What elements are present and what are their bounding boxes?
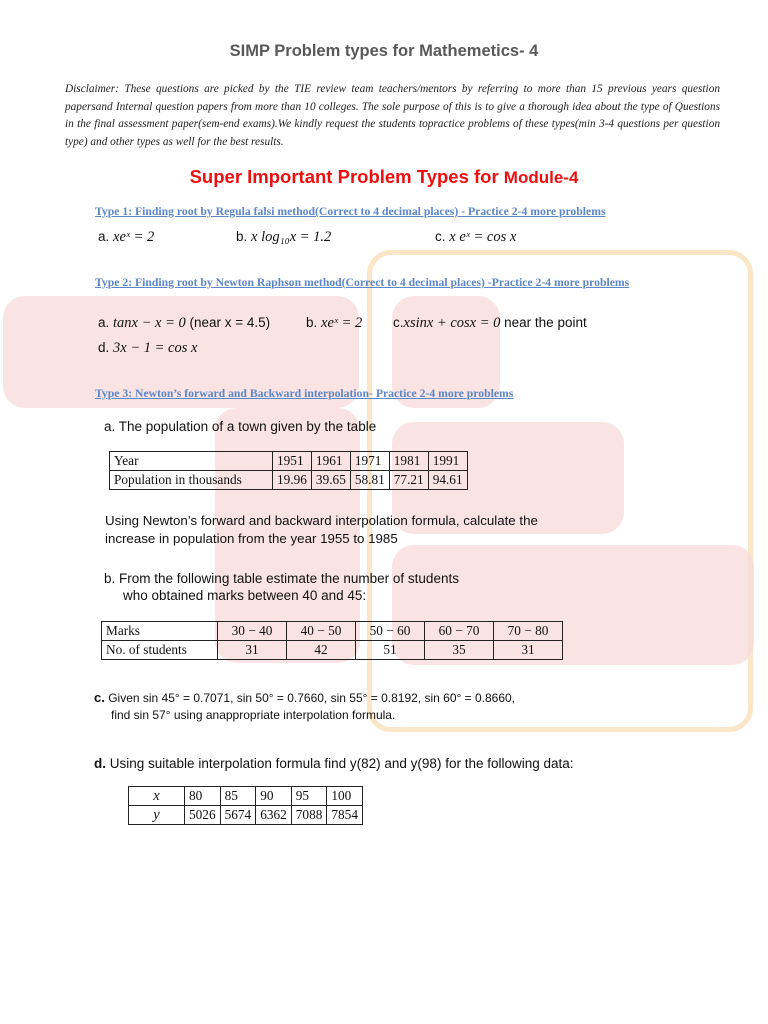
page-title: SIMP Problem types for Mathemetics- 4 <box>229 42 539 60</box>
type3-item-b <box>104 571 459 586</box>
type2-a-note: (near x = 4.5) <box>185 315 271 330</box>
type2-title: Type 2: Finding root by Newton Raphson method(Correct to 4 decimal places) -Practice 2-4 more problems <box>95 276 630 289</box>
type3-item-a <box>104 419 376 434</box>
table-cell: x <box>129 787 185 806</box>
type1-item-c <box>435 229 516 246</box>
type2-d-expr: 3x − 1 = cos x <box>113 340 198 356</box>
type2-item-a <box>98 315 270 332</box>
type3-a-text: The population of a town given by the table <box>118 419 377 434</box>
heading-prefix: Super Important Problem Types for <box>189 166 504 187</box>
table-row <box>102 622 563 641</box>
type3-c-label: c. <box>94 690 105 705</box>
marks-table <box>101 621 563 660</box>
type3-d-label: d. <box>94 756 106 771</box>
type2-a-expr: tanx − x = 0 <box>113 315 186 331</box>
table-cell: 50 − 60 <box>356 622 425 641</box>
table-cell: 7088 <box>291 806 327 825</box>
table-cell: 77.21 <box>389 471 428 490</box>
table-cell: 1971 <box>350 452 389 471</box>
table-cell: 31 <box>218 641 287 660</box>
table-cell: 95 <box>291 787 327 806</box>
table-cell: 42 <box>287 641 356 660</box>
disclaimer: Disclaimer: These questions are picked by the TIE review team teachers/mentors by referring to more than 15 previous years question papersand Internal question papers from more than 10 colleges. The sole purpose of this is to give a thorough idea about the type of Questions in the final assessment paper(sem-end exams).We kindly request the students topractice problems of these types(min 3-4 questions per question type) and other types as well for the best results. <box>65 83 720 148</box>
table-cell: No. of students <box>102 641 218 660</box>
table-cell: 58.81 <box>350 471 389 490</box>
table-row <box>110 452 468 471</box>
type2-c-label: c. <box>393 315 404 330</box>
table-cell: 1991 <box>428 452 467 471</box>
table-row <box>129 806 363 825</box>
type1-a-expr: xeˣ = 2 <box>113 229 155 245</box>
type1-title: Type 1: Finding root by Regula falsi method(Correct to 4 decimal places) - Practice 2-4 more problems <box>95 205 606 218</box>
xy-data-table <box>128 786 363 825</box>
section-heading <box>0 166 768 188</box>
type1-b-label: b. <box>236 229 248 244</box>
table-cell: 94.61 <box>428 471 467 490</box>
table-row <box>102 641 563 660</box>
type2-c-note: near the point <box>500 315 587 330</box>
type1-item-a <box>98 229 154 246</box>
table-cell: 85 <box>220 787 256 806</box>
type3-d-text: Using suitable interpolation formula find y(82) and y(98) for the following data: <box>109 756 574 771</box>
table-cell: 1961 <box>311 452 350 471</box>
heading-module: Module-4 <box>503 168 579 187</box>
type2-b-label: b. <box>306 315 318 330</box>
type3-a-instruction <box>105 512 625 547</box>
table-cell: 6362 <box>256 806 292 825</box>
table-row <box>129 787 363 806</box>
text-line: increase in population from the year 1955 to 1985 <box>105 530 398 546</box>
type1-a-label: a. <box>98 229 110 244</box>
table-cell: 70 − 80 <box>494 622 563 641</box>
type2-c-expr: xsinx + cosx = 0 <box>403 315 501 331</box>
table-cell: 31 <box>494 641 563 660</box>
table-cell: 5674 <box>220 806 256 825</box>
table-cell: 40 − 50 <box>287 622 356 641</box>
table-cell: 35 <box>425 641 494 660</box>
table-cell: 30 − 40 <box>218 622 287 641</box>
table-cell: 1981 <box>389 452 428 471</box>
type3-a-label: a. <box>104 419 116 434</box>
type3-title: Type 3: Newton’s forward and Backward interpolation- Practice 2-4 more problems <box>95 387 514 400</box>
table-cell: Year <box>110 452 273 471</box>
type2-item-b <box>306 315 362 332</box>
table-cell: 100 <box>327 787 363 806</box>
type3-b-label: b. <box>104 571 116 586</box>
type2-a-label: a. <box>98 315 110 330</box>
type3-b-text-line1: From the following table estimate the number of students <box>119 571 459 586</box>
table-cell: Population in thousands <box>110 471 273 490</box>
type2-item-d <box>98 340 197 357</box>
table-cell: 39.65 <box>311 471 350 490</box>
table-cell: 1951 <box>273 452 312 471</box>
type3-c-text-line1: Given sin 45° = 0.7071, sin 50° = 0.7660, sin 55° = 0.8192, sin 60° = 0.8660, <box>108 691 516 705</box>
type2-item-c <box>393 315 587 332</box>
type3-item-c <box>94 690 515 705</box>
type3-item-d <box>94 756 574 771</box>
table-cell: 19.96 <box>273 471 312 490</box>
table-row <box>110 471 468 490</box>
population-table <box>109 451 468 490</box>
table-cell: 60 − 70 <box>425 622 494 641</box>
type3-c-text-line2: find sin 57° using anappropriate interpolation formula. <box>111 708 396 722</box>
type2-b-expr: xeˣ = 2 <box>321 315 363 331</box>
type3-b-text-line2: who obtained marks between 40 and 45: <box>123 588 367 603</box>
table-cell: 5026 <box>185 806 221 825</box>
text-line: Using Newton’s forward and backward interpolation formula, calculate the <box>105 513 538 528</box>
table-cell: 90 <box>256 787 292 806</box>
table-cell: Marks <box>102 622 218 641</box>
type1-item-b <box>236 229 331 246</box>
type2-d-label: d. <box>98 340 110 355</box>
table-cell: 80 <box>185 787 221 806</box>
type1-c-label: c. <box>435 229 446 244</box>
type1-b-expr: x log₁₀x = 1.2 <box>251 229 332 245</box>
table-cell: y <box>129 806 185 825</box>
type1-c-expr: x eˣ = cos x <box>449 229 517 245</box>
table-cell: 7854 <box>327 806 363 825</box>
table-cell: 51 <box>356 641 425 660</box>
